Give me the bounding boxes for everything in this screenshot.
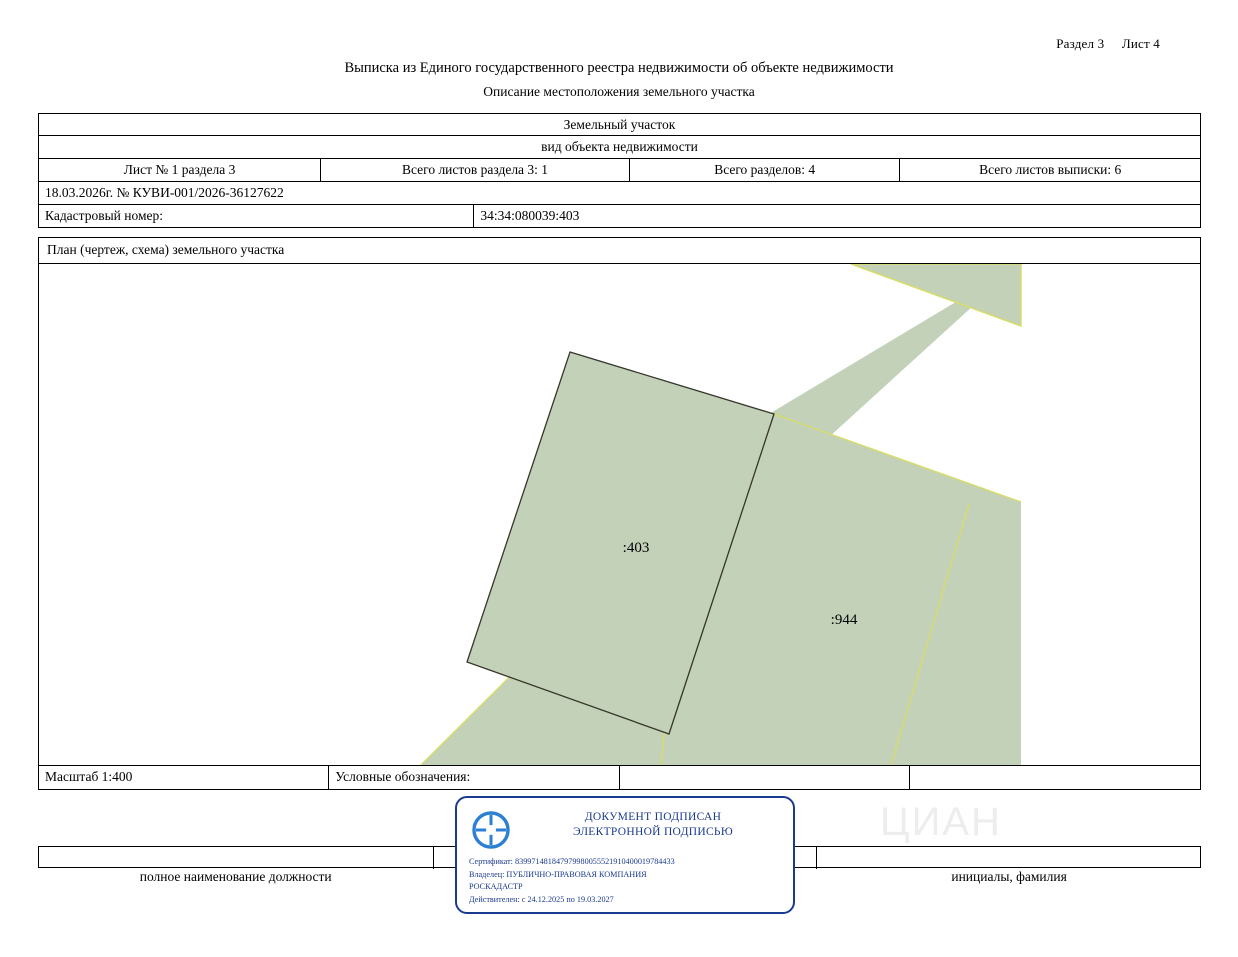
- stamp-details: [469, 856, 783, 906]
- stamp-header: [469, 806, 783, 852]
- document-date-row: [39, 182, 1200, 205]
- object-type-label: вид объекта недвижимости: [541, 139, 698, 154]
- cadastral-number-value: 34:34:080039:403: [480, 208, 580, 223]
- plan-caption: План (чертеж, схема) земельного участка: [39, 238, 1200, 264]
- digital-signature-stamp: [455, 796, 795, 914]
- section-reference: Раздел 3: [1056, 36, 1105, 51]
- parcel-944-label: :944: [830, 612, 858, 628]
- info-table: [38, 113, 1201, 228]
- plan-block: [38, 237, 1201, 790]
- page-reference: [1056, 36, 1160, 52]
- position-label: полное наименование должности: [139, 869, 332, 884]
- total-sections: Всего разделов: 4: [630, 159, 901, 181]
- plan-footer: [39, 766, 1200, 789]
- stamp-validity: Действителен: с 24.12.2025 по 19.03.2027: [469, 894, 614, 904]
- stamp-title-line2: ЭЛЕКТРОННОЙ ПОДПИСЬЮ: [573, 826, 733, 838]
- signature-position-cell: [39, 847, 434, 869]
- plan-canvas[interactable]: [39, 264, 1200, 766]
- sheets-row: [39, 159, 1200, 182]
- cadastral-row: [39, 205, 1200, 228]
- stamp-owner-line2: РОСКАДАСТР: [469, 882, 523, 891]
- total-sheets-section: Всего листов раздела 3: 1: [321, 159, 630, 181]
- plan-legend-cell-2: [620, 766, 910, 789]
- initials-label: инициалы, фамилия: [951, 869, 1067, 884]
- parcel-403-label: :403: [622, 540, 650, 556]
- total-sheets-extract: Всего листов выписки: 6: [979, 162, 1122, 177]
- plan-legend-cell-3: [910, 766, 1200, 789]
- sheet-of-section: Лист № 1 раздела 3: [39, 159, 321, 181]
- document-subtitle: Описание местоположения земельного участка: [483, 84, 755, 99]
- stamp-title-line1: ДОКУМЕНТ ПОДПИСАН: [584, 811, 722, 823]
- signature-seal-icon: [469, 808, 513, 852]
- document-date-number: 18.03.2026г. № КУВИ-001/2026-36127622: [45, 185, 284, 200]
- stamp-certificate: Сертификат: 839971481847979980055521910400019784433: [469, 857, 675, 866]
- sheet-reference: Лист 4: [1121, 36, 1160, 51]
- object-type-label-row: [39, 136, 1200, 159]
- parcel-map[interactable]: [39, 264, 1200, 765]
- cadastral-number-label: Кадастровый номер:: [39, 205, 474, 227]
- watermark: ЦИАН: [880, 800, 1002, 844]
- plan-legend-label: Условные обозначения:: [329, 766, 619, 789]
- signature-initials-cell: [817, 847, 1200, 869]
- object-type-row: [39, 114, 1200, 136]
- stamp-title: [523, 806, 783, 840]
- stamp-owner-line1: Владелец: ПУБЛИЧНО-ПРАВОВАЯ КОМПАНИЯ: [469, 869, 647, 879]
- plan-scale: Масштаб 1:400: [39, 766, 329, 789]
- document-title: Выписка из Единого государственного реестра недвижимости об объекте недвижимости: [344, 60, 894, 76]
- object-type-value: Земельный участок: [563, 117, 676, 132]
